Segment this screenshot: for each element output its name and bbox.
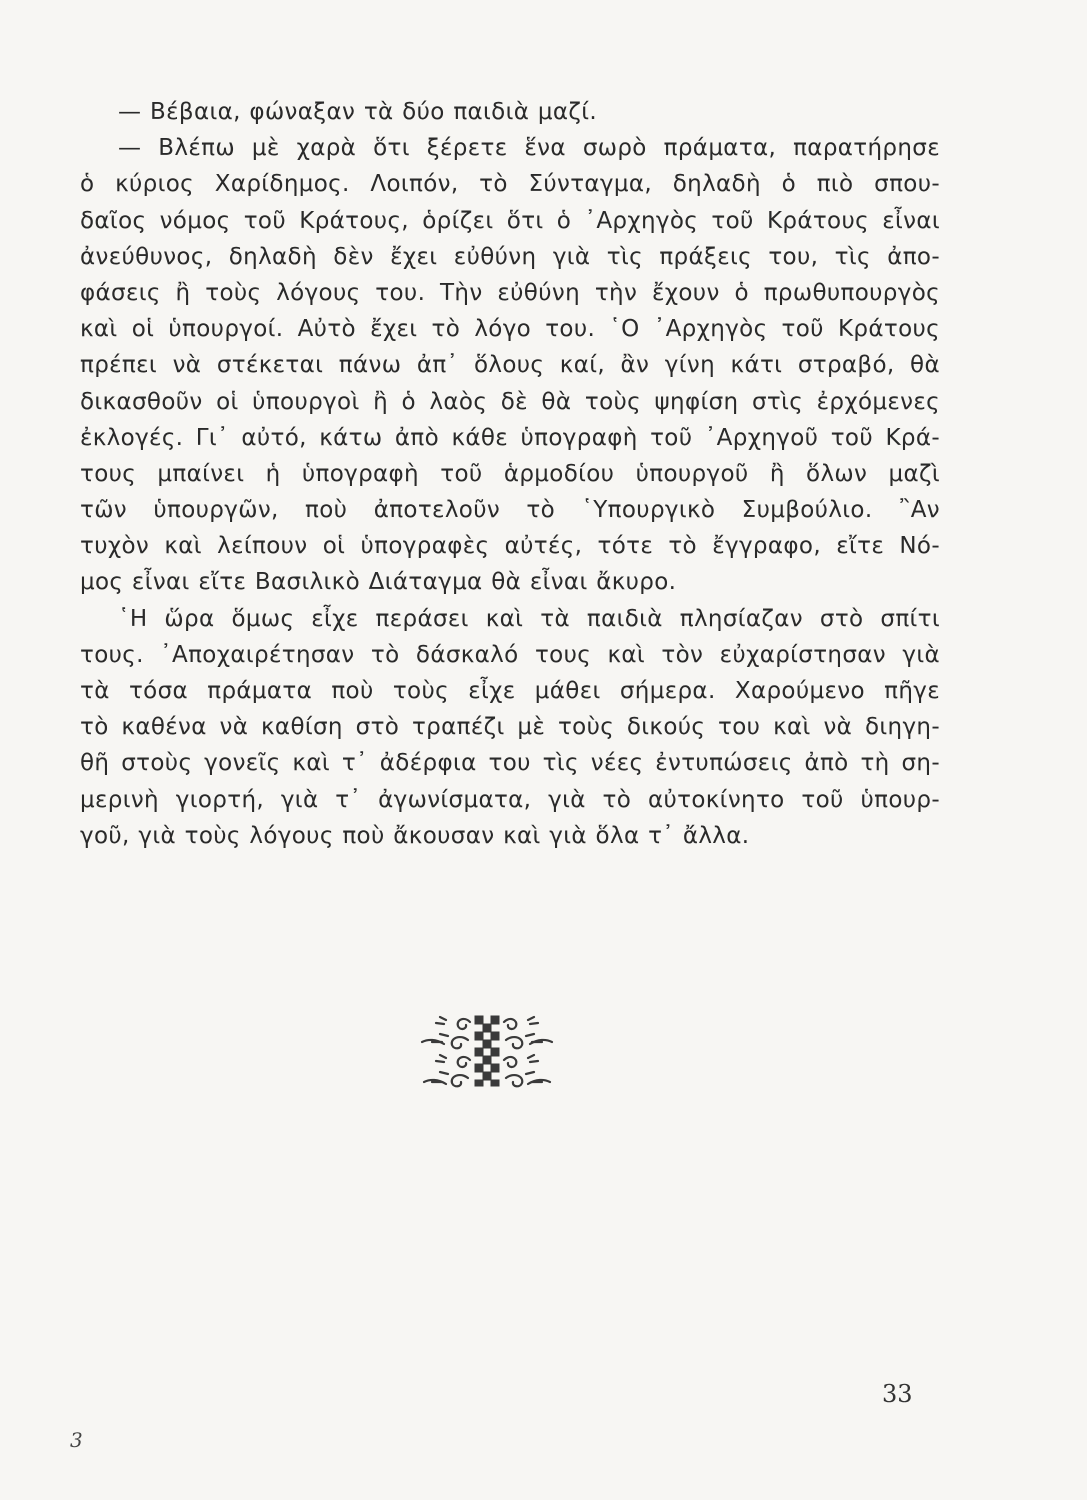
text-line: γοῦ, γιὰ τοὺς λόγους ποὺ ἄκουσαν καὶ γιὰ ὅλα τ᾿ ἄλλα. [80, 822, 750, 849]
text-line: τὸ καθένα νὰ καθίση στὸ τραπέζι μὲ τοὺς δικούς του καὶ νὰ διηγη- [80, 714, 940, 741]
text-line: τους. ᾿Αποχαιρέτησαν τὸ δάσκαλό τους καὶ τὸν εὐχαρίστησαν γιὰ [80, 641, 940, 668]
text-line: τὰ τόσα πράματα ποὺ τοὺς εἶχε μάθει σήμερα. Χαρούμενο πῆγε [80, 678, 940, 704]
page-number: 33 [882, 1380, 913, 1408]
text-line: τους μπαίνει ἡ ὑπογραφὴ τοῦ ἁρμοδίου ὑπουργοῦ ἢ ὅλων μαζὶ [80, 460, 940, 487]
text-line: τυχὸν καὶ λείπουν οἱ ὑπογραφὲς αὐτές, τότε τὸ ἔγγραφο, εἴτε Νό- [80, 533, 940, 560]
text-line: — Βέβαια, φώναξαν τὰ δύο παιδιὰ μαζί. [118, 99, 598, 125]
body-text [80, 94, 940, 854]
corner-mark: 3 [70, 1428, 83, 1452]
text-line: φάσεις ἢ τοὺς λόγους του. Τὴν εὐθύνη τὴν ἔχουν ὁ πρωθυπουργὸς [80, 279, 940, 306]
text-line: πρέπει νὰ στέκεται πάνω ἀπ᾿ ὅλους καί, ἂν γίνη κάτι στραβό, θὰ [80, 352, 940, 379]
text-line: — Βλέπω μὲ χαρὰ ὅτι ξέρετε ἕνα σωρὸ πράματα, παρατήρησε [118, 135, 940, 162]
text-line: ῾Η ὥρα ὅμως εἶχε περάσει καὶ τὰ παιδιὰ πλησίαζαν στὸ σπίτι [118, 605, 940, 632]
text-line: ὁ κύριος Χαρίδημος. Λοιπόν, τὸ Σύνταγμα, δηλαδὴ ὁ πιὸ σπου- [80, 171, 940, 198]
text-line: καὶ οἱ ὑπουργοί. Αὐτὸ ἔχει τὸ λόγο του. ῾Ο ᾿Αρχηγὸς τοῦ Κράτους [80, 316, 940, 343]
text-line: δικασθοῦν οἱ ὑπουργοὶ ἢ ὁ λαὸς δὲ θὰ τοὺς ψηφίση στὶς ἐρχόμενες [80, 388, 940, 415]
text-line: ἐκλογές. Γι᾿ αὐτό, κάτω ἀπὸ κάθε ὑπογραφὴ τοῦ ᾿Αρχηγοῦ τοῦ Κρά- [80, 424, 940, 451]
text-line: μος εἶναι εἴτε Βασιλικὸ Διάταγμα θὰ εἶναι ἄκυρο. [80, 569, 677, 596]
text-line: τῶν ὑπουργῶν, ποὺ ἀποτελοῦν τὸ ῾Υπουργικὸ Συμβούλιο. ῍Αν [80, 497, 940, 524]
text-line: ἀνεύθυνος, δηλαδὴ δὲν ἔχει εὐθύνη γιὰ τὶς πράξεις του, τὶς ἀπο- [80, 243, 940, 270]
text-line: μερινὴ γιορτή, γιὰ τ᾿ ἀγωνίσματα, γιὰ τὸ αὐτοκίνητο τοῦ ὑπουρ- [80, 786, 940, 813]
text-line: δαῖος νόμος τοῦ Κράτους, ὁρίζει ὅτι ὁ ᾿Αρχηγὸς τοῦ Κράτους εἶναι [80, 207, 940, 234]
text-line: θῆ στοὺς γονεῖς καὶ τ᾿ ἀδέρφια του τὶς νέες ἐντυπώσεις ἀπὸ τὴ ση- [80, 750, 940, 777]
decorative-ornament [412, 1010, 562, 1090]
